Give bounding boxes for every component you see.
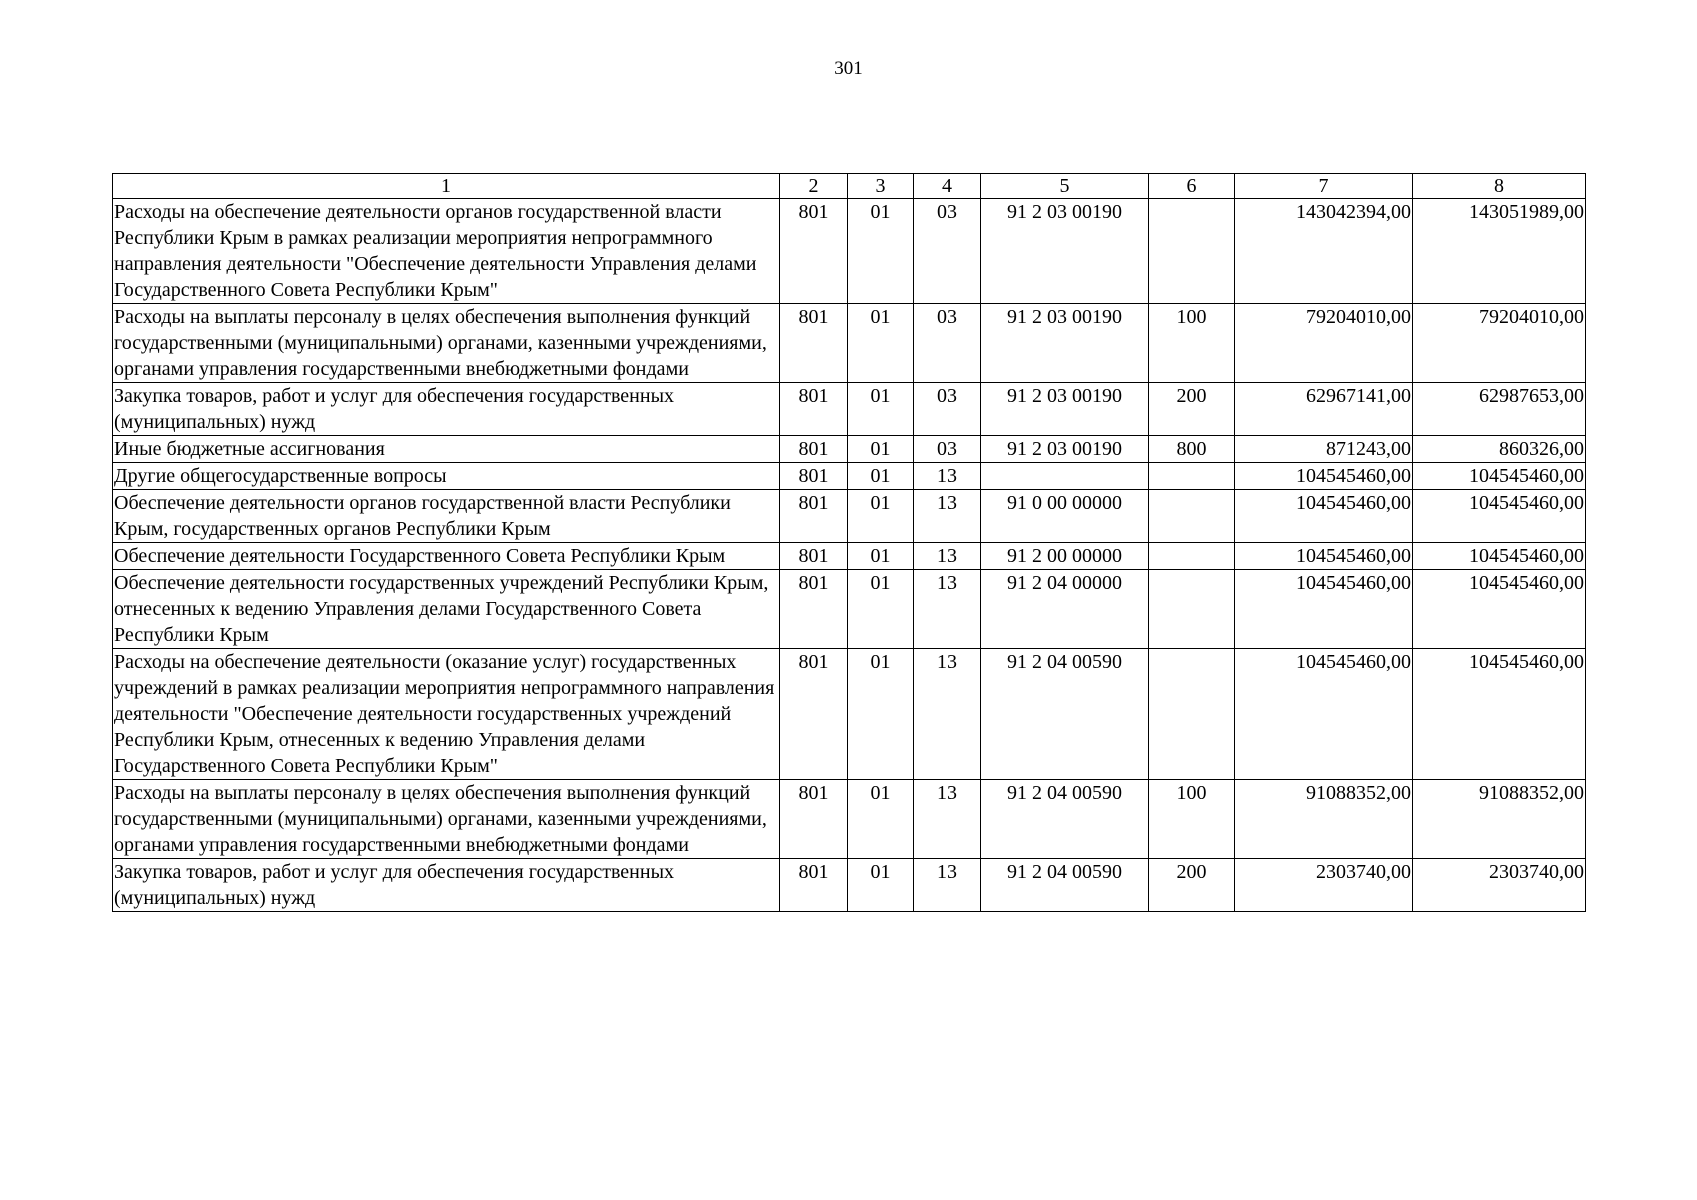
row-name-cell: Обеспечение деятельности государственных учреждений Республики Крым, отнесенных к ведению Управления делами Государственного Совета Республики Крым [113, 570, 780, 649]
header-row [113, 174, 1586, 199]
expense-type-cell: 200 [1149, 383, 1235, 436]
expense-type-cell [1149, 649, 1235, 780]
amount-year2-cell: 860326,00 [1413, 436, 1586, 463]
amount-year2-cell: 2303740,00 [1413, 859, 1586, 912]
table-row [113, 199, 1586, 304]
table-row [113, 649, 1586, 780]
column-header-6: 6 [1149, 174, 1235, 199]
amount-year1-cell: 62967141,00 [1235, 383, 1413, 436]
target-article-cell: 91 2 04 00000 [981, 570, 1149, 649]
table-row [113, 570, 1586, 649]
amount-year1-cell: 91088352,00 [1235, 780, 1413, 859]
section-code-cell: 01 [848, 570, 914, 649]
target-article-cell [981, 463, 1149, 490]
section-code-cell: 01 [848, 463, 914, 490]
column-header-3: 3 [848, 174, 914, 199]
page-number: 301 [834, 58, 863, 79]
subsection-code-cell: 13 [914, 490, 981, 543]
amount-year1-cell: 143042394,00 [1235, 199, 1413, 304]
row-name-cell: Закупка товаров, работ и услуг для обеспечения государственных (муниципальных) нужд [113, 859, 780, 912]
section-code-cell: 01 [848, 383, 914, 436]
amount-year1-cell: 871243,00 [1235, 436, 1413, 463]
amount-year1-cell: 2303740,00 [1235, 859, 1413, 912]
target-article-cell: 91 2 03 00190 [981, 436, 1149, 463]
column-header-2: 2 [780, 174, 848, 199]
subsection-code-cell: 03 [914, 383, 981, 436]
amount-year1-cell: 104545460,00 [1235, 649, 1413, 780]
column-header-1: 1 [113, 174, 780, 199]
target-article-cell: 91 2 04 00590 [981, 780, 1149, 859]
row-name-cell: Расходы на обеспечение деятельности органов государственной власти Республики Крым в рамках реализации мероприятия непрограммного направления деятельности "Обеспечение деятельности Управления делами Государственного Совета Республики Крым" [113, 199, 780, 304]
gr-code-cell: 801 [780, 649, 848, 780]
amount-year1-cell: 104545460,00 [1235, 490, 1413, 543]
expense-type-cell [1149, 543, 1235, 570]
row-name-cell: Обеспечение деятельности органов государственной власти Республики Крым, государственных органов Республики Крым [113, 490, 780, 543]
target-article-cell: 91 2 03 00190 [981, 383, 1149, 436]
amount-year2-cell: 91088352,00 [1413, 780, 1586, 859]
expense-type-cell [1149, 199, 1235, 304]
amount-year2-cell: 104545460,00 [1413, 490, 1586, 543]
amount-year2-cell: 62987653,00 [1413, 383, 1586, 436]
amount-year1-cell: 79204010,00 [1235, 304, 1413, 383]
table-row [113, 436, 1586, 463]
column-header-7: 7 [1235, 174, 1413, 199]
amount-year2-cell: 143051989,00 [1413, 199, 1586, 304]
amount-year1-cell: 104545460,00 [1235, 543, 1413, 570]
section-code-cell: 01 [848, 199, 914, 304]
row-name-cell: Обеспечение деятельности Государственного Совета Республики Крым [113, 543, 780, 570]
gr-code-cell: 801 [780, 859, 848, 912]
table-row [113, 463, 1586, 490]
subsection-code-cell: 13 [914, 780, 981, 859]
gr-code-cell: 801 [780, 199, 848, 304]
row-name-cell: Расходы на выплаты персоналу в целях обеспечения выполнения функций государственными (муниципальными) органами, казенными учреждениями, органами управления государственными внебюджетными фондами [113, 304, 780, 383]
subsection-code-cell: 03 [914, 304, 981, 383]
subsection-code-cell: 03 [914, 436, 981, 463]
column-header-4: 4 [914, 174, 981, 199]
expense-type-cell: 100 [1149, 780, 1235, 859]
section-code-cell: 01 [848, 859, 914, 912]
expense-type-cell: 800 [1149, 436, 1235, 463]
row-name-cell: Другие общегосударственные вопросы [113, 463, 780, 490]
table-row [113, 304, 1586, 383]
table-row [113, 383, 1586, 436]
gr-code-cell: 801 [780, 383, 848, 436]
gr-code-cell: 801 [780, 780, 848, 859]
expense-type-cell [1149, 490, 1235, 543]
target-article-cell: 91 2 00 00000 [981, 543, 1149, 570]
gr-code-cell: 801 [780, 436, 848, 463]
amount-year2-cell: 104545460,00 [1413, 463, 1586, 490]
expense-type-cell: 100 [1149, 304, 1235, 383]
row-name-cell: Иные бюджетные ассигнования [113, 436, 780, 463]
gr-code-cell: 801 [780, 304, 848, 383]
subsection-code-cell: 13 [914, 570, 981, 649]
amount-year2-cell: 104545460,00 [1413, 570, 1586, 649]
amount-year1-cell: 104545460,00 [1235, 463, 1413, 490]
table-row [113, 543, 1586, 570]
section-code-cell: 01 [848, 649, 914, 780]
subsection-code-cell: 13 [914, 649, 981, 780]
section-code-cell: 01 [848, 543, 914, 570]
gr-code-cell: 801 [780, 570, 848, 649]
amount-year2-cell: 104545460,00 [1413, 649, 1586, 780]
gr-code-cell: 801 [780, 490, 848, 543]
target-article-cell: 91 2 03 00190 [981, 199, 1149, 304]
table-body [113, 199, 1586, 912]
subsection-code-cell: 13 [914, 859, 981, 912]
gr-code-cell: 801 [780, 463, 848, 490]
amount-year1-cell: 104545460,00 [1235, 570, 1413, 649]
subsection-code-cell: 13 [914, 463, 981, 490]
section-code-cell: 01 [848, 490, 914, 543]
target-article-cell: 91 2 04 00590 [981, 649, 1149, 780]
table-row [113, 780, 1586, 859]
target-article-cell: 91 2 04 00590 [981, 859, 1149, 912]
table-row [113, 859, 1586, 912]
target-article-cell: 91 0 00 00000 [981, 490, 1149, 543]
table-row [113, 490, 1586, 543]
column-header-5: 5 [981, 174, 1149, 199]
row-name-cell: Расходы на выплаты персоналу в целях обеспечения выполнения функций государственными (муниципальными) органами, казенными учреждениями, органами управления государственными внебюджетными фондами [113, 780, 780, 859]
subsection-code-cell: 03 [914, 199, 981, 304]
amount-year2-cell: 79204010,00 [1413, 304, 1586, 383]
expense-type-cell [1149, 463, 1235, 490]
target-article-cell: 91 2 03 00190 [981, 304, 1149, 383]
row-name-cell: Расходы на обеспечение деятельности (оказание услуг) государственных учреждений в рамках реализации мероприятия непрограммного направления деятельности "Обеспечение деятельности государственных учреждений Республики Крым, отнесенных к ведению Управления делами Государственного Совета Республики Крым" [113, 649, 780, 780]
section-code-cell: 01 [848, 304, 914, 383]
expense-type-cell: 200 [1149, 859, 1235, 912]
column-header-8: 8 [1413, 174, 1586, 199]
gr-code-cell: 801 [780, 543, 848, 570]
expense-type-cell [1149, 570, 1235, 649]
row-name-cell: Закупка товаров, работ и услуг для обеспечения государственных (муниципальных) нужд [113, 383, 780, 436]
budget-table [112, 173, 1586, 912]
section-code-cell: 01 [848, 436, 914, 463]
section-code-cell: 01 [848, 780, 914, 859]
amount-year2-cell: 104545460,00 [1413, 543, 1586, 570]
subsection-code-cell: 13 [914, 543, 981, 570]
